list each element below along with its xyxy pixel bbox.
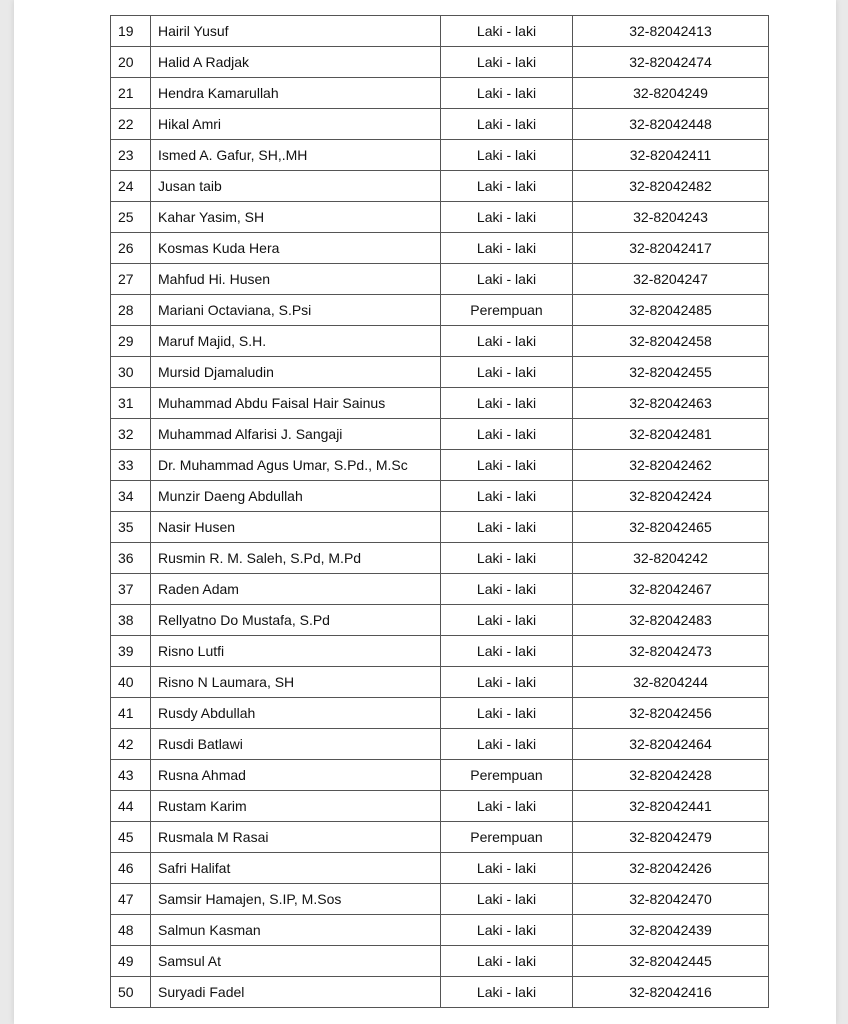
member-name-cell: Rusdi Batlawi [151,729,441,760]
gender-cell: Laki - laki [441,357,573,388]
member-name-cell: Hikal Amri [151,109,441,140]
table-row [111,109,769,140]
table-row [111,791,769,822]
row-number-cell: 33 [111,450,151,481]
table-row [111,760,769,791]
row-number-cell: 19 [111,16,151,47]
gender-cell: Laki - laki [441,636,573,667]
member-id-cell: 32-82042474 [573,47,769,78]
member-name-cell: Safri Halifat [151,853,441,884]
member-id-cell: 32-82042462 [573,450,769,481]
member-id-cell: 32-82042467 [573,574,769,605]
member-id-cell: 32-82042458 [573,326,769,357]
member-name-cell: Maruf Majid, S.H. [151,326,441,357]
gender-cell: Laki - laki [441,729,573,760]
gender-cell: Laki - laki [441,574,573,605]
member-id-cell: 32-8204244 [573,667,769,698]
member-id-cell: 32-82042424 [573,481,769,512]
row-number-cell: 32 [111,419,151,450]
member-name-cell: Rusdy Abdullah [151,698,441,729]
table-row [111,667,769,698]
gender-cell: Laki - laki [441,884,573,915]
row-number-cell: 46 [111,853,151,884]
table-row [111,729,769,760]
member-id-cell: 32-82042456 [573,698,769,729]
member-id-cell: 32-82042439 [573,915,769,946]
row-number-cell: 35 [111,512,151,543]
row-number-cell: 31 [111,388,151,419]
row-number-cell: 23 [111,140,151,171]
gender-cell: Laki - laki [441,977,573,1008]
gender-cell: Laki - laki [441,419,573,450]
row-number-cell: 28 [111,295,151,326]
member-id-cell: 32-82042482 [573,171,769,202]
member-id-cell: 32-82042479 [573,822,769,853]
gender-cell: Laki - laki [441,791,573,822]
row-number-cell: 25 [111,202,151,233]
member-id-cell: 32-82042416 [573,977,769,1008]
gender-cell: Perempuan [441,295,573,326]
gender-cell: Perempuan [441,760,573,791]
table-row [111,233,769,264]
gender-cell: Laki - laki [441,202,573,233]
table-row [111,16,769,47]
member-name-cell: Nasir Husen [151,512,441,543]
gender-cell: Laki - laki [441,388,573,419]
member-id-cell: 32-82042428 [573,760,769,791]
table-row [111,78,769,109]
table-row [111,295,769,326]
gender-cell: Laki - laki [441,946,573,977]
table-row [111,853,769,884]
member-name-cell: Salmun Kasman [151,915,441,946]
gender-cell: Laki - laki [441,543,573,574]
member-name-cell: Rellyatno Do Mustafa, S.Pd [151,605,441,636]
row-number-cell: 22 [111,109,151,140]
member-name-cell: Halid A Radjak [151,47,441,78]
member-name-cell: Rusna Ahmad [151,760,441,791]
member-name-cell: Kahar Yasim, SH [151,202,441,233]
row-number-cell: 34 [111,481,151,512]
row-number-cell: 38 [111,605,151,636]
member-id-cell: 32-8204242 [573,543,769,574]
table-row [111,171,769,202]
member-name-cell: Rusmin R. M. Saleh, S.Pd, M.Pd [151,543,441,574]
member-id-cell: 32-82042448 [573,109,769,140]
row-number-cell: 27 [111,264,151,295]
member-id-cell: 32-82042413 [573,16,769,47]
gender-cell: Laki - laki [441,698,573,729]
row-number-cell: 42 [111,729,151,760]
table-row [111,605,769,636]
row-number-cell: 48 [111,915,151,946]
member-name-cell: Samsul At [151,946,441,977]
row-number-cell: 49 [111,946,151,977]
row-number-cell: 21 [111,78,151,109]
gender-cell: Laki - laki [441,915,573,946]
gender-cell: Laki - laki [441,47,573,78]
row-number-cell: 37 [111,574,151,605]
member-name-cell: Ismed A. Gafur, SH,.MH [151,140,441,171]
table-row [111,543,769,574]
row-number-cell: 40 [111,667,151,698]
member-table-body [111,16,769,1008]
table-row [111,326,769,357]
gender-cell: Laki - laki [441,140,573,171]
gender-cell: Laki - laki [441,264,573,295]
row-number-cell: 39 [111,636,151,667]
member-id-cell: 32-82042464 [573,729,769,760]
document-page [14,0,836,1024]
member-table [110,15,769,1008]
table-row [111,946,769,977]
member-id-cell: 32-82042483 [573,605,769,636]
member-id-cell: 32-8204247 [573,264,769,295]
table-row [111,140,769,171]
table-row [111,636,769,667]
member-id-cell: 32-82042417 [573,233,769,264]
gender-cell: Laki - laki [441,512,573,543]
member-id-cell: 32-82042470 [573,884,769,915]
member-name-cell: Mursid Djamaludin [151,357,441,388]
row-number-cell: 36 [111,543,151,574]
member-name-cell: Rustam Karim [151,791,441,822]
row-number-cell: 29 [111,326,151,357]
gender-cell: Laki - laki [441,667,573,698]
row-number-cell: 44 [111,791,151,822]
row-number-cell: 41 [111,698,151,729]
row-number-cell: 45 [111,822,151,853]
member-id-cell: 32-82042465 [573,512,769,543]
member-id-cell: 32-8204243 [573,202,769,233]
gender-cell: Laki - laki [441,171,573,202]
table-row [111,47,769,78]
gender-cell: Laki - laki [441,109,573,140]
row-number-cell: 26 [111,233,151,264]
table-row [111,450,769,481]
member-id-cell: 32-82042445 [573,946,769,977]
member-id-cell: 32-82042481 [573,419,769,450]
table-row [111,822,769,853]
table-row [111,698,769,729]
member-name-cell: Munzir Daeng Abdullah [151,481,441,512]
member-name-cell: Risno Lutfi [151,636,441,667]
member-id-cell: 32-8204249 [573,78,769,109]
member-name-cell: Muhammad Alfarisi J. Sangaji [151,419,441,450]
table-row [111,264,769,295]
member-name-cell: Hairil Yusuf [151,16,441,47]
gender-cell: Laki - laki [441,450,573,481]
member-name-cell: Rusmala M Rasai [151,822,441,853]
table-row [111,419,769,450]
row-number-cell: 47 [111,884,151,915]
member-id-cell: 32-82042473 [573,636,769,667]
gender-cell: Laki - laki [441,481,573,512]
table-row [111,574,769,605]
member-name-cell: Suryadi Fadel [151,977,441,1008]
member-id-cell: 32-82042485 [573,295,769,326]
member-name-cell: Mariani Octaviana, S.Psi [151,295,441,326]
table-row [111,388,769,419]
table-row [111,915,769,946]
member-id-cell: 32-82042426 [573,853,769,884]
gender-cell: Laki - laki [441,233,573,264]
gender-cell: Laki - laki [441,16,573,47]
table-row [111,884,769,915]
member-id-cell: 32-82042441 [573,791,769,822]
member-id-cell: 32-82042411 [573,140,769,171]
table-row [111,977,769,1008]
member-name-cell: Hendra Kamarullah [151,78,441,109]
member-name-cell: Mahfud Hi. Husen [151,264,441,295]
gender-cell: Laki - laki [441,326,573,357]
member-name-cell: Dr. Muhammad Agus Umar, S.Pd., M.Sc [151,450,441,481]
row-number-cell: 50 [111,977,151,1008]
member-name-cell: Muhammad Abdu Faisal Hair Sainus [151,388,441,419]
member-name-cell: Jusan taib [151,171,441,202]
member-id-cell: 32-82042463 [573,388,769,419]
table-row [111,357,769,388]
member-name-cell: Samsir Hamajen, S.IP, M.Sos [151,884,441,915]
member-name-cell: Risno N Laumara, SH [151,667,441,698]
row-number-cell: 30 [111,357,151,388]
gender-cell: Laki - laki [441,605,573,636]
gender-cell: Perempuan [441,822,573,853]
row-number-cell: 20 [111,47,151,78]
member-name-cell: Raden Adam [151,574,441,605]
row-number-cell: 43 [111,760,151,791]
row-number-cell: 24 [111,171,151,202]
member-name-cell: Kosmas Kuda Hera [151,233,441,264]
member-id-cell: 32-82042455 [573,357,769,388]
gender-cell: Laki - laki [441,78,573,109]
gender-cell: Laki - laki [441,853,573,884]
table-row [111,202,769,233]
table-row [111,481,769,512]
table-row [111,512,769,543]
